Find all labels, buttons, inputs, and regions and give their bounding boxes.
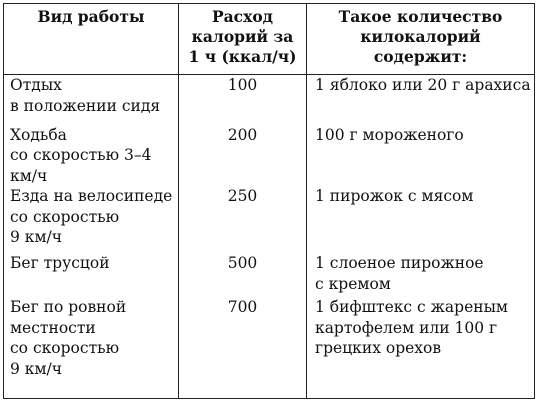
table-row	[4, 186, 535, 253]
calorie-table	[3, 3, 535, 399]
food-cell	[307, 125, 535, 187]
header-activity	[4, 4, 179, 75]
activity-line: км/ч	[10, 166, 48, 185]
activity-line: 9 км/ч	[10, 359, 63, 378]
header-line: Вид работы	[37, 7, 145, 26]
table-header-row	[4, 4, 535, 75]
activity-line: местности	[10, 318, 96, 337]
table-row	[4, 125, 535, 187]
kcal-cell: 250	[179, 186, 307, 253]
activity-line: Отдых	[10, 76, 62, 94]
food-line: 1 слоеное пирожное	[315, 254, 484, 272]
activity-line: Бег по ровной	[10, 298, 127, 316]
table-row	[4, 297, 535, 398]
kcal-cell: 100	[179, 75, 307, 125]
food-line: с кремом	[315, 274, 391, 293]
food-cell	[307, 186, 535, 253]
food-line: 1 бифштекс с жареным	[315, 298, 508, 316]
header-food	[307, 4, 535, 75]
food-line: 1 яблоко или 20 г арахиса	[315, 76, 531, 94]
activity-cell	[4, 297, 179, 398]
activity-cell	[4, 186, 179, 253]
table-row	[4, 253, 535, 297]
food-cell	[307, 297, 535, 398]
kcal-cell: 500	[179, 253, 307, 297]
activity-cell	[4, 253, 179, 297]
activity-line: 9 км/ч	[10, 228, 63, 246]
header-line: калорий за	[191, 27, 294, 46]
activity-line: Ходьба	[10, 125, 67, 144]
kcal-cell: 200	[179, 125, 307, 187]
header-line: 1 ч (ккал/ч)	[188, 47, 297, 66]
food-line: 1 пирожок с мясом	[315, 187, 474, 205]
activity-line: со скоростью	[10, 339, 120, 357]
kcal-cell: 700	[179, 297, 307, 398]
header-line: содержит:	[373, 47, 468, 66]
food-cell	[307, 253, 535, 297]
activity-line: Езда на велосипеде	[10, 187, 173, 205]
food-line: 100 г мороженого	[315, 125, 464, 144]
header-line: Такое количество	[338, 7, 503, 26]
food-line: грецких орехов	[315, 339, 442, 357]
food-cell	[307, 75, 535, 125]
activity-cell	[4, 125, 179, 187]
activity-line: в положении сидя	[10, 96, 161, 115]
header-line: Расход	[211, 7, 274, 26]
activity-line: со скоростью 3–4	[10, 146, 152, 164]
header-kcal	[179, 4, 307, 75]
food-line: картофелем или 100 г	[315, 318, 498, 337]
header-line: килокалорий	[360, 27, 481, 46]
activity-cell	[4, 75, 179, 125]
activity-line: Бег трусцой	[10, 254, 110, 272]
table-row	[4, 75, 535, 125]
activity-line: со скоростью	[10, 207, 120, 226]
